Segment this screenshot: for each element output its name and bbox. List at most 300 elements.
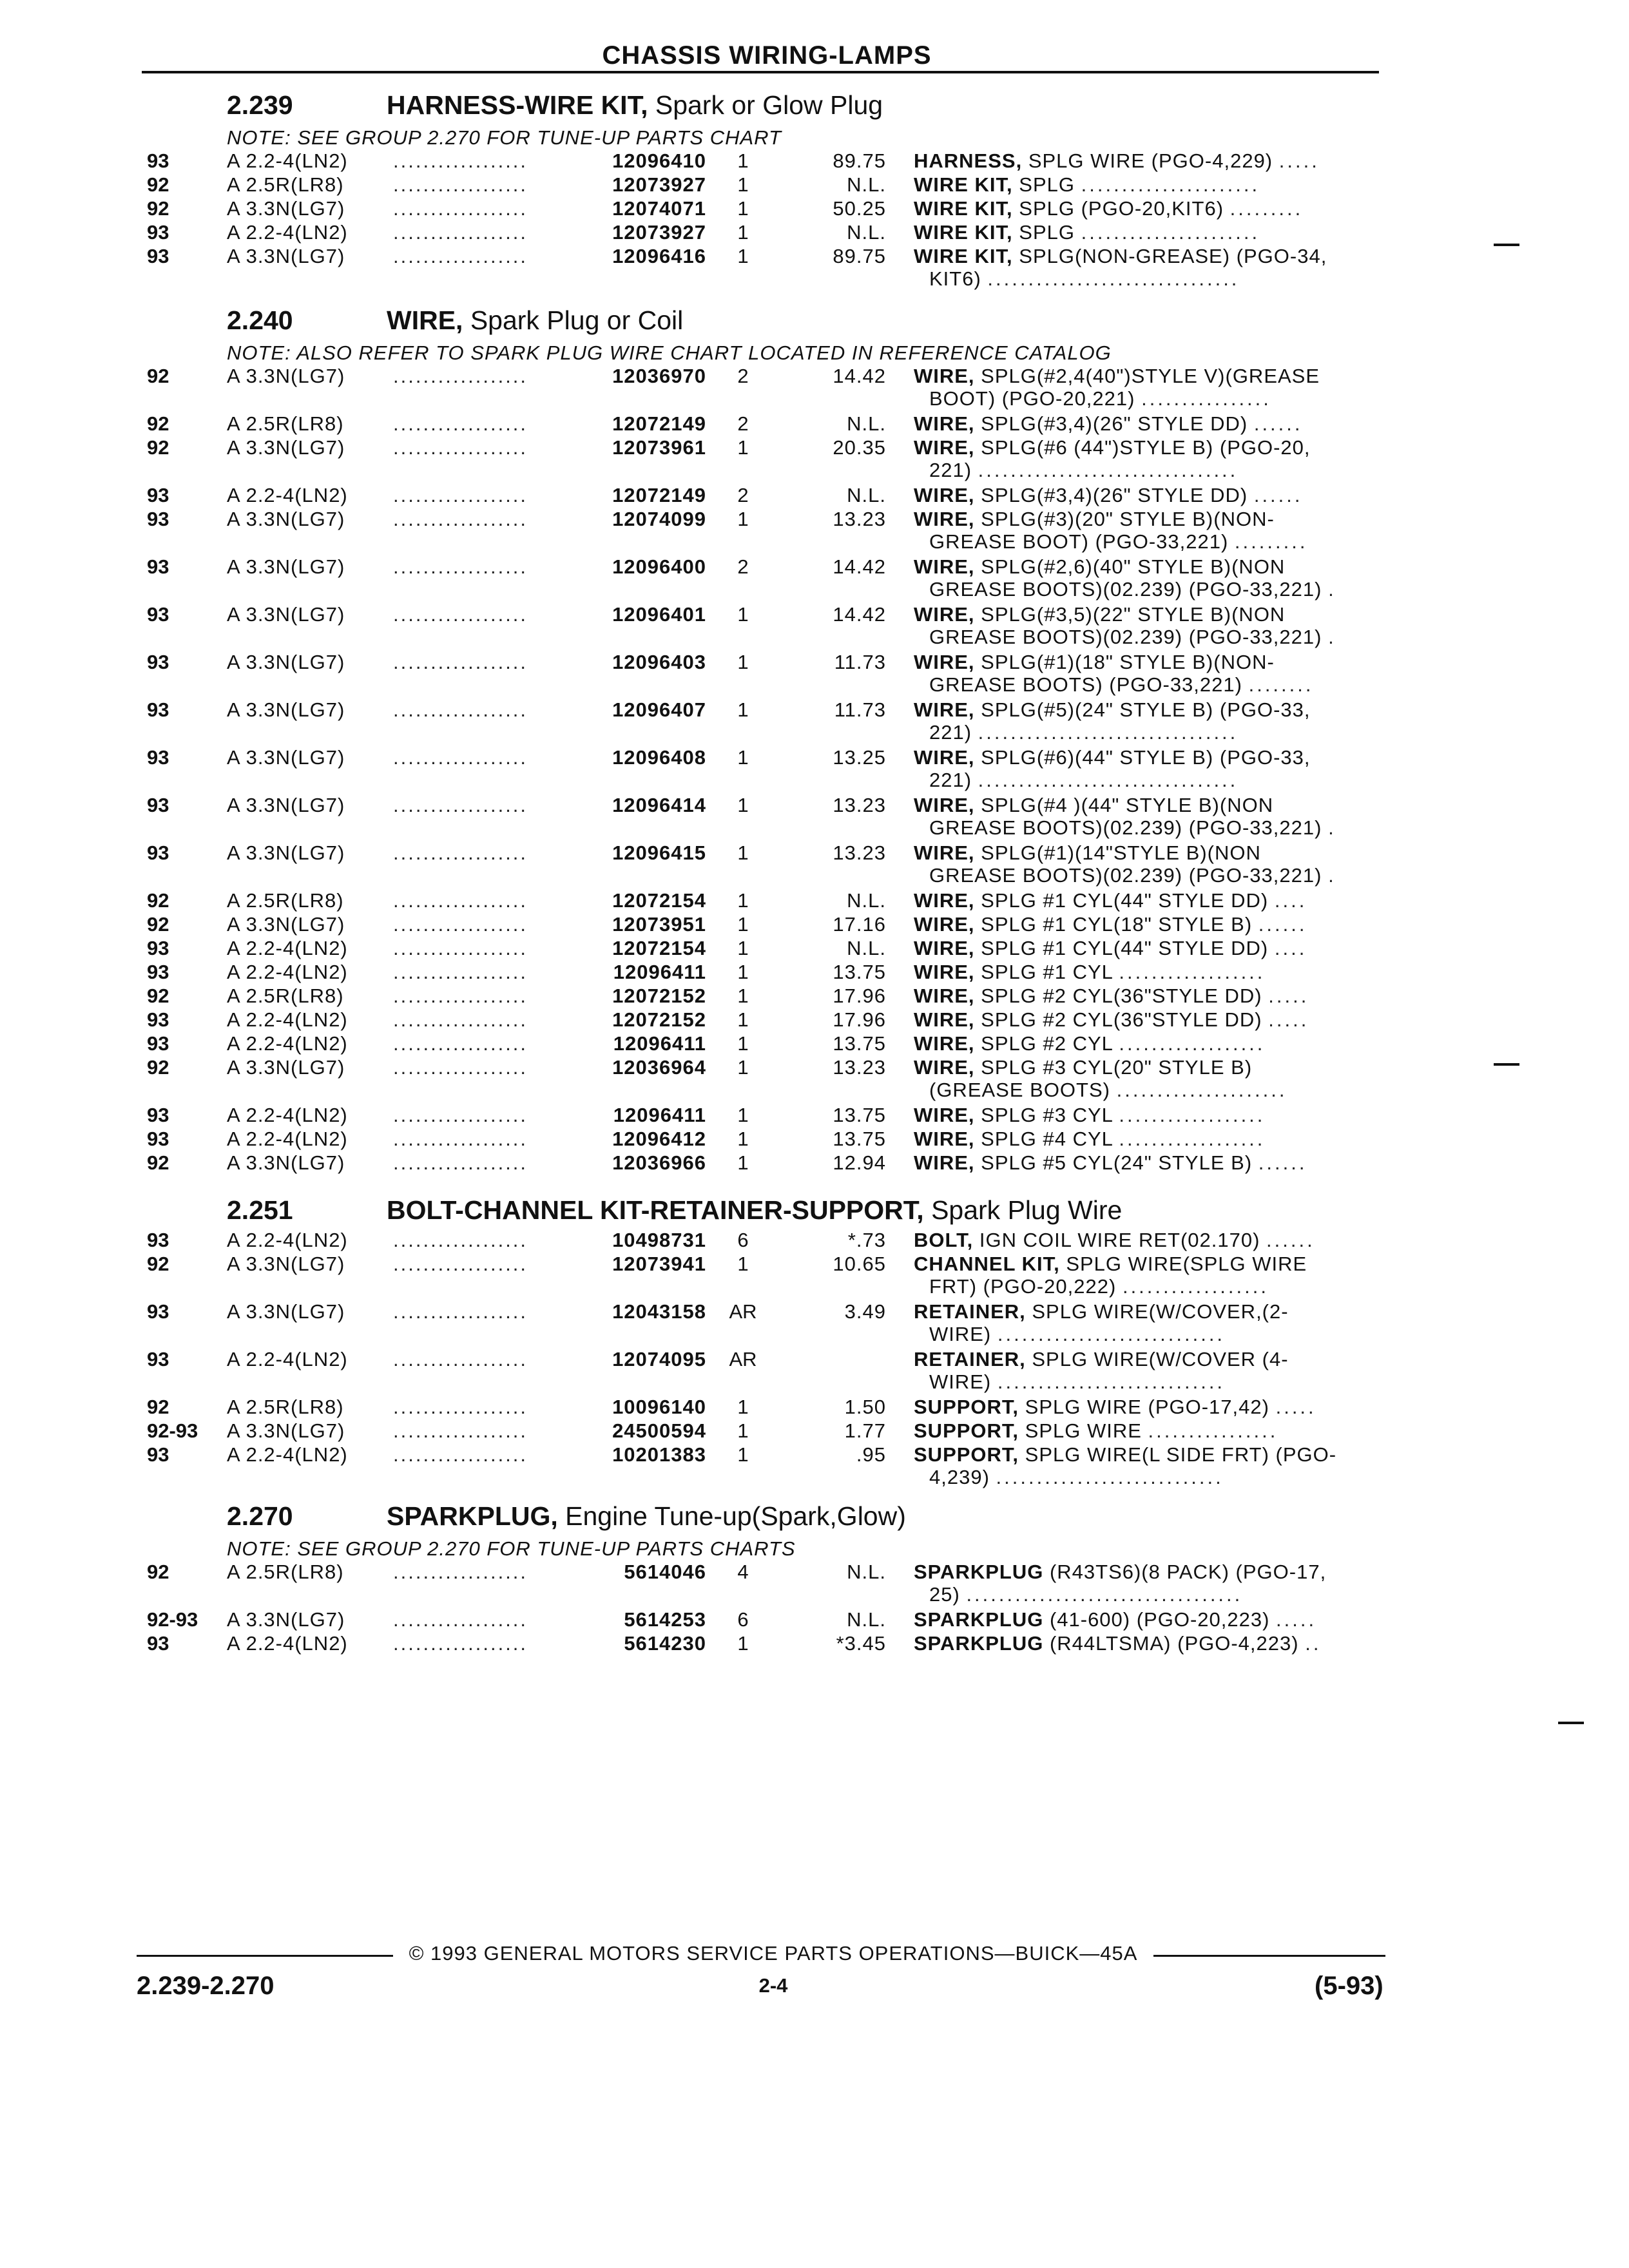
group-title-rest: Spark or Glow Plug <box>648 90 883 120</box>
price: 89.75 <box>833 149 886 172</box>
part-detail: SPLG(#3,5)(22" STYLE B)(NON <box>974 603 1286 626</box>
part-number: 12072149 <box>612 484 706 506</box>
part-row <box>0 1151 1629 1175</box>
leader-dots: .................. <box>393 149 528 172</box>
continuation-text: (GREASE BOOTS) <box>929 1079 1110 1101</box>
model-year: 93 <box>147 937 169 959</box>
part-row <box>0 1396 1629 1419</box>
leader-dots: .................. <box>393 1008 528 1031</box>
part-number: 12074099 <box>612 508 706 530</box>
description-continuation <box>929 769 1384 792</box>
quantity: 1 <box>737 245 749 267</box>
model-year: 92 <box>147 365 169 387</box>
description-dots: ..... <box>1276 1608 1317 1631</box>
part-name: RETAINER, <box>914 1348 1026 1370</box>
description-dots: ..... <box>1278 149 1320 172</box>
description-dots: ..... <box>1268 1008 1309 1031</box>
description-continuation <box>929 1466 1384 1489</box>
model-year: 93 <box>147 555 169 578</box>
continuation-dots: ............................ <box>996 1466 1224 1488</box>
description-dots: ...... <box>1253 412 1303 435</box>
model-year: 92 <box>147 412 169 435</box>
part-row <box>0 841 1629 865</box>
engine-application: A 3.3N(LG7) <box>227 555 345 578</box>
model-year: 93 <box>147 1443 169 1466</box>
leader-dots: .................. <box>393 841 528 864</box>
leader-dots: .................. <box>393 555 528 578</box>
continuation-dots: ................ <box>1141 387 1271 410</box>
leader-dots: .................. <box>393 1396 528 1418</box>
model-year: 93 <box>147 603 169 626</box>
description-dots: .................. <box>1119 961 1266 983</box>
part-name: WIRE, <box>914 365 975 387</box>
quantity: 1 <box>737 1008 749 1031</box>
part-row <box>0 651 1629 674</box>
part-detail: (41-600) (PGO-20,223) <box>1043 1608 1270 1631</box>
continuation-dots: ................................ <box>978 769 1239 791</box>
leader-dots: .................. <box>393 1300 528 1323</box>
part-row-continuation <box>0 1583 1629 1606</box>
part-detail: SPLG(#3,4)(26" STYLE DD) <box>974 484 1248 506</box>
part-number: 12073927 <box>612 173 706 196</box>
part-description <box>914 484 1384 507</box>
model-year: 93 <box>147 961 169 983</box>
part-name: SUPPORT, <box>914 1443 1019 1466</box>
part-description <box>914 1253 1384 1276</box>
engine-application: A 3.3N(LG7) <box>227 746 345 769</box>
price: 13.23 <box>833 508 886 530</box>
price: 14.42 <box>833 365 886 387</box>
quantity: 1 <box>737 1443 749 1466</box>
part-number: 12072154 <box>612 889 706 912</box>
footer-page-number: 2-4 <box>758 1974 788 1997</box>
continuation-text: GREASE BOOT) (PGO-33,221) <box>929 530 1229 553</box>
leader-dots: .................. <box>393 365 528 387</box>
part-name: WIRE, <box>914 961 975 983</box>
description-dots: .. <box>1305 1632 1322 1655</box>
part-description <box>914 245 1384 268</box>
model-year: 92 <box>147 1396 169 1418</box>
model-year: 93 <box>147 245 169 267</box>
price: .95 <box>856 1443 886 1466</box>
part-detail: SPLG (PGO-20,KIT6) <box>1012 197 1224 220</box>
part-description <box>914 365 1384 388</box>
part-detail: SPLG WIRE <box>1019 1419 1142 1442</box>
part-number: 24500594 <box>612 1419 706 1442</box>
description-dots: ...... <box>1266 1229 1315 1251</box>
part-number: 12096414 <box>612 794 706 816</box>
part-row-continuation <box>0 626 1629 649</box>
price: N.L. <box>847 889 886 912</box>
quantity: AR <box>729 1348 757 1370</box>
part-number: 12096411 <box>613 1032 706 1055</box>
part-detail: SPLG WIRE (PGO-4,229) <box>1022 149 1273 172</box>
part-number: 12096401 <box>612 603 706 626</box>
quantity: 1 <box>737 508 749 530</box>
group-number: 2.240 <box>227 305 293 335</box>
price: 11.73 <box>834 651 886 673</box>
part-row <box>0 1561 1629 1584</box>
description-continuation <box>929 530 1384 553</box>
part-row <box>0 603 1629 626</box>
part-name: WIRE, <box>914 555 975 578</box>
description-dots: ......... <box>1229 197 1304 220</box>
part-row <box>0 746 1629 769</box>
quantity: 6 <box>737 1229 749 1251</box>
model-year: 92 <box>147 1253 169 1275</box>
leader-dots: .................. <box>393 221 528 244</box>
part-name: WIRE, <box>914 1032 975 1055</box>
price: 17.16 <box>833 913 886 936</box>
part-name: WIRE, <box>914 603 975 626</box>
model-year: 93 <box>147 1229 169 1251</box>
part-description <box>914 1032 1384 1055</box>
part-number: 5614230 <box>624 1632 706 1655</box>
part-description <box>914 1128 1384 1151</box>
part-description <box>914 889 1384 912</box>
part-number: 12036970 <box>612 365 706 387</box>
part-row <box>0 1419 1629 1443</box>
part-name: SUPPORT, <box>914 1419 1019 1442</box>
price: 13.25 <box>833 746 886 769</box>
continuation-text: 221) <box>929 721 972 744</box>
part-description <box>914 1008 1384 1032</box>
leader-dots: .................. <box>393 412 528 435</box>
price: N.L. <box>847 221 886 244</box>
quantity: 2 <box>737 412 749 435</box>
continuation-text: FRT) (PGO-20,222) <box>929 1275 1117 1298</box>
part-row-continuation <box>0 387 1629 410</box>
price: N.L. <box>847 937 886 959</box>
continuation-dots: ........ <box>1248 673 1314 696</box>
part-description <box>914 698 1384 722</box>
model-year: 93 <box>147 698 169 721</box>
part-number: 12096415 <box>612 841 706 864</box>
engine-application: A 3.3N(LG7) <box>227 1300 345 1323</box>
group-number: 2.251 <box>227 1195 293 1225</box>
description-continuation <box>929 459 1384 482</box>
part-name: WIRE, <box>914 484 975 506</box>
engine-application: A 2.2-4(LN2) <box>227 149 348 172</box>
price: 14.42 <box>833 555 886 578</box>
part-name: WIRE, <box>914 508 975 530</box>
price: 89.75 <box>833 245 886 267</box>
model-year: 92 <box>147 889 169 912</box>
part-number: 12096411 <box>613 961 706 983</box>
part-detail: SPLG WIRE(W/COVER (4- <box>1025 1348 1289 1370</box>
model-year: 93 <box>147 1032 169 1055</box>
part-row <box>0 197 1629 220</box>
description-continuation <box>929 1079 1384 1102</box>
quantity: 1 <box>737 221 749 244</box>
part-row <box>0 1128 1629 1151</box>
part-description <box>914 1561 1384 1584</box>
part-detail: (R44LTSMA) (PGO-4,223) <box>1043 1632 1299 1655</box>
part-number: 5614253 <box>624 1608 706 1631</box>
model-year: 92 <box>147 1561 169 1583</box>
part-number: 12096411 <box>613 1104 706 1126</box>
part-detail: SPLG WIRE(L SIDE FRT) (PGO- <box>1019 1443 1337 1466</box>
price: 1.77 <box>844 1419 886 1442</box>
price: *.73 <box>847 1229 886 1251</box>
leader-dots: .................. <box>393 1608 528 1631</box>
part-description <box>914 1396 1384 1419</box>
part-row <box>0 1056 1629 1079</box>
quantity: 1 <box>737 794 749 816</box>
engine-application: A 2.2-4(LN2) <box>227 1229 348 1251</box>
part-row <box>0 913 1629 936</box>
continuation-dots: ................................ <box>978 721 1239 744</box>
quantity: 1 <box>737 1419 749 1442</box>
engine-application: A 3.3N(LG7) <box>227 508 345 530</box>
part-description <box>914 173 1384 197</box>
description-continuation <box>929 626 1384 649</box>
engine-application: A 2.5R(LR8) <box>227 173 344 196</box>
part-description <box>914 1151 1384 1175</box>
part-number: 10498731 <box>612 1229 706 1251</box>
part-detail: (R43TS6)(8 PACK) (PGO-17, <box>1043 1561 1327 1583</box>
continuation-dots: ............................ <box>997 1323 1226 1345</box>
part-row <box>0 508 1629 531</box>
part-detail: SPLG #2 CYL(36"STYLE DD) <box>974 985 1262 1007</box>
part-name: SPARKPLUG <box>914 1632 1044 1655</box>
quantity: 1 <box>737 1032 749 1055</box>
part-row <box>0 555 1629 579</box>
model-year: 92 <box>147 1151 169 1174</box>
leader-dots: .................. <box>393 1419 528 1442</box>
part-detail: SPLG WIRE (PGO-17,42) <box>1019 1396 1269 1418</box>
description-dots: .................. <box>1119 1128 1266 1150</box>
part-number: 12072154 <box>612 937 706 959</box>
part-description <box>914 1348 1384 1371</box>
part-detail: SPLG #1 CYL(44" STYLE DD) <box>974 889 1269 912</box>
part-row-continuation <box>0 1079 1629 1102</box>
engine-application: A 3.3N(LG7) <box>227 245 345 267</box>
model-year: 93 <box>147 149 169 172</box>
part-number: 12072152 <box>612 1008 706 1031</box>
description-dots: ...... <box>1258 913 1307 936</box>
price: 14.42 <box>833 603 886 626</box>
part-description <box>914 841 1384 865</box>
quantity: 1 <box>737 1151 749 1174</box>
page-header-title: CHASSIS WIRING-LAMPS <box>602 41 932 70</box>
part-row <box>0 985 1629 1008</box>
part-detail: SPLG #1 CYL(18" STYLE B) <box>974 913 1253 936</box>
continuation-dots: . <box>1328 816 1336 839</box>
price: 3.49 <box>844 1300 886 1323</box>
description-dots: .... <box>1274 889 1307 912</box>
group-title-bold: WIRE, <box>387 305 463 335</box>
leader-dots: .................. <box>393 173 528 196</box>
part-detail: IGN COIL WIRE RET(02.170) <box>973 1229 1260 1251</box>
part-number: 12096407 <box>612 698 706 721</box>
quantity: 1 <box>737 197 749 220</box>
continuation-text: GREASE BOOTS)(02.239) (PGO-33,221) <box>929 578 1322 601</box>
engine-application: A 3.3N(LG7) <box>227 1151 345 1174</box>
model-year: 93 <box>147 1104 169 1126</box>
part-row <box>0 1032 1629 1055</box>
leader-dots: .................. <box>393 1443 528 1466</box>
quantity: 4 <box>737 1561 749 1583</box>
leader-dots: .................. <box>393 1229 528 1251</box>
part-detail: SPLG(#6 (44")STYLE B) (PGO-20, <box>974 436 1311 459</box>
description-continuation <box>929 1583 1384 1606</box>
part-detail: SPLG #1 CYL <box>974 961 1113 983</box>
engine-application: A 3.3N(LG7) <box>227 365 345 387</box>
part-row <box>0 149 1629 173</box>
margin-mark <box>1558 1722 1584 1724</box>
part-description <box>914 1229 1384 1252</box>
part-row-continuation <box>0 459 1629 482</box>
part-row <box>0 436 1629 459</box>
model-year: 93 <box>147 794 169 816</box>
description-dots: .................. <box>1119 1104 1266 1126</box>
part-row-continuation <box>0 673 1629 697</box>
leader-dots: .................. <box>393 794 528 816</box>
engine-application: A 3.3N(LG7) <box>227 794 345 816</box>
price: 13.75 <box>833 1128 886 1150</box>
part-detail: SPLG #1 CYL(44" STYLE DD) <box>974 937 1269 959</box>
quantity: 1 <box>737 603 749 626</box>
part-detail: SPLG(#1)(18" STYLE B)(NON- <box>974 651 1275 673</box>
engine-application: A 2.2-4(LN2) <box>227 484 348 506</box>
part-row <box>0 484 1629 507</box>
part-number: 12036966 <box>612 1151 706 1174</box>
part-row <box>0 1348 1629 1371</box>
leader-dots: .................. <box>393 698 528 721</box>
model-year: 92 <box>147 173 169 196</box>
model-year: 93 <box>147 508 169 530</box>
part-description <box>914 221 1384 244</box>
part-name: RETAINER, <box>914 1300 1026 1323</box>
part-name: WIRE KIT, <box>914 245 1013 267</box>
group-title <box>387 1501 906 1532</box>
price: 13.23 <box>833 1056 886 1079</box>
continuation-dots: ............................... <box>987 267 1240 290</box>
part-number: 12096412 <box>612 1128 706 1150</box>
description-dots: ...................... <box>1081 173 1260 196</box>
part-description <box>914 651 1384 674</box>
part-description <box>914 1632 1384 1655</box>
part-number: 12096416 <box>612 245 706 267</box>
leader-dots: .................. <box>393 1253 528 1275</box>
part-number: 12096400 <box>612 555 706 578</box>
quantity: 1 <box>737 841 749 864</box>
leader-dots: .................. <box>393 937 528 959</box>
part-row-continuation <box>0 530 1629 553</box>
part-detail: SPLG(#4 )(44" STYLE B)(NON <box>974 794 1274 816</box>
group-note: NOTE: SEE GROUP 2.270 FOR TUNE-UP PARTS CHART <box>227 126 782 149</box>
leader-dots: .................. <box>393 603 528 626</box>
margin-mark <box>1494 244 1519 246</box>
engine-application: A 2.5R(LR8) <box>227 1396 344 1418</box>
engine-application: A 2.2-4(LN2) <box>227 1443 348 1466</box>
group-number: 2.239 <box>227 90 293 120</box>
description-continuation <box>929 1370 1384 1394</box>
leader-dots: .................. <box>393 1151 528 1174</box>
engine-application: A 2.5R(LR8) <box>227 889 344 912</box>
group-title-rest: Engine Tune-up(Spark,Glow) <box>557 1501 906 1531</box>
part-name: WIRE, <box>914 746 975 769</box>
part-row-continuation <box>0 1370 1629 1394</box>
part-name: WIRE, <box>914 1056 975 1079</box>
model-year: 93 <box>147 221 169 244</box>
leader-dots: .................. <box>393 1128 528 1150</box>
part-description <box>914 555 1384 579</box>
part-row <box>0 245 1629 268</box>
part-detail: SPLG WIRE(W/COVER,(2- <box>1025 1300 1289 1323</box>
engine-application: A 2.2-4(LN2) <box>227 1032 348 1055</box>
continuation-text: 221) <box>929 769 972 791</box>
part-detail: SPLG(#2,4(40")STYLE V)(GREASE <box>974 365 1320 387</box>
description-continuation <box>929 578 1384 601</box>
description-dots: ...... <box>1253 484 1303 506</box>
part-name: WIRE, <box>914 698 975 721</box>
description-dots: ................ <box>1148 1419 1278 1442</box>
part-row-continuation <box>0 1466 1629 1489</box>
continuation-dots: ......... <box>1234 530 1308 553</box>
engine-application: A 2.2-4(LN2) <box>227 1008 348 1031</box>
model-year: 92-93 <box>147 1419 198 1442</box>
part-detail: SPLG(#3)(20" STYLE B)(NON- <box>974 508 1275 530</box>
price: N.L. <box>847 1608 886 1631</box>
part-number: 12096403 <box>612 651 706 673</box>
continuation-dots: ..................... <box>1116 1079 1287 1101</box>
part-description <box>914 412 1384 436</box>
part-name: WIRE, <box>914 1008 975 1031</box>
part-description <box>914 961 1384 984</box>
continuation-text: GREASE BOOTS)(02.239) (PGO-33,221) <box>929 816 1322 839</box>
leader-dots: .................. <box>393 1561 528 1583</box>
part-row <box>0 1608 1629 1631</box>
part-number: 12073941 <box>612 1253 706 1275</box>
continuation-dots: .................. <box>1122 1275 1269 1298</box>
part-row <box>0 1229 1629 1252</box>
group-title-rest: Spark Plug Wire <box>923 1195 1123 1225</box>
part-description <box>914 1419 1384 1443</box>
price: 17.96 <box>833 985 886 1007</box>
leader-dots: .................. <box>393 1056 528 1079</box>
part-description <box>914 1056 1384 1079</box>
part-number: 12072149 <box>612 412 706 435</box>
continuation-text: KIT6) <box>929 267 981 290</box>
part-name: WIRE, <box>914 1151 975 1174</box>
model-year: 93 <box>147 1128 169 1150</box>
part-description <box>914 746 1384 769</box>
engine-application: A 3.3N(LG7) <box>227 1056 345 1079</box>
model-year: 92 <box>147 197 169 220</box>
group-number: 2.270 <box>227 1501 293 1531</box>
model-year: 93 <box>147 1008 169 1031</box>
part-row <box>0 889 1629 912</box>
part-row-continuation <box>0 769 1629 792</box>
price: 10.65 <box>833 1253 886 1275</box>
quantity: 1 <box>737 1128 749 1150</box>
model-year: 93 <box>147 1300 169 1323</box>
description-continuation <box>929 816 1384 840</box>
continuation-dots: . <box>1328 864 1336 887</box>
price: 12.94 <box>833 1151 886 1174</box>
model-year: 93 <box>147 746 169 769</box>
part-name: CHANNEL KIT, <box>914 1253 1060 1275</box>
quantity: 6 <box>737 1608 749 1631</box>
engine-application: A 2.5R(LR8) <box>227 412 344 435</box>
part-row <box>0 365 1629 388</box>
continuation-text: 25) <box>929 1583 960 1606</box>
description-continuation <box>929 1323 1384 1346</box>
part-number: 10201383 <box>612 1443 706 1466</box>
engine-application: A 2.2-4(LN2) <box>227 1632 348 1655</box>
